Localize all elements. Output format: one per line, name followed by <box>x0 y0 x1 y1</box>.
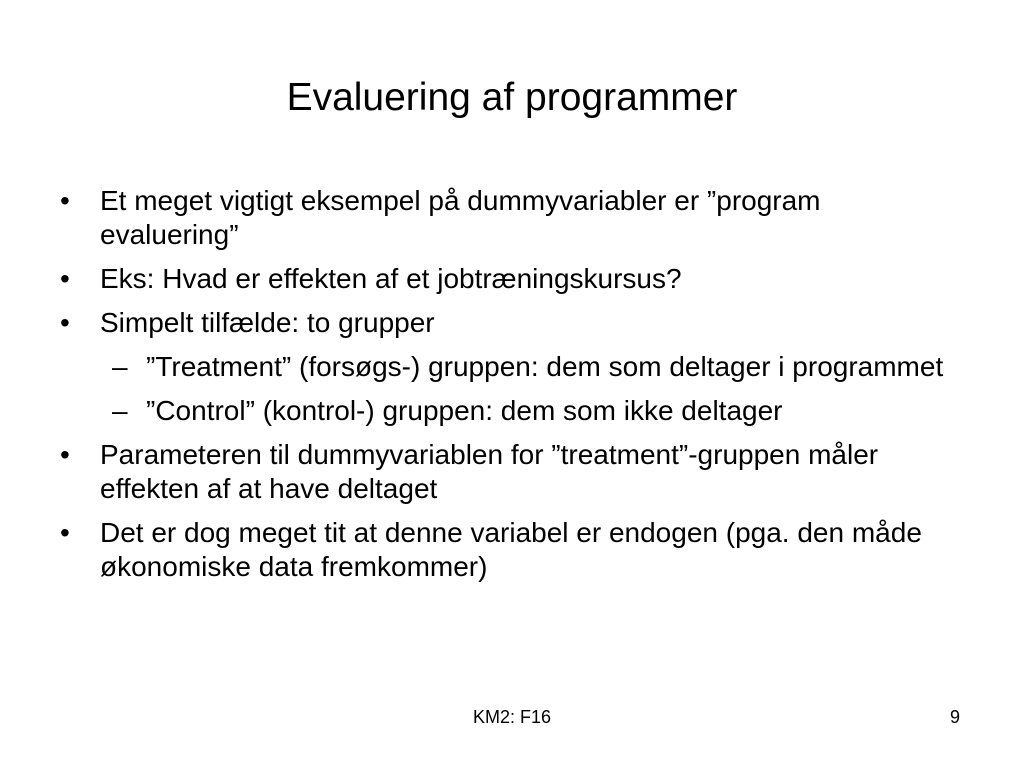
dash-icon: – <box>112 351 128 382</box>
bullet-text: Det er dog meget tit at denne variabel er endogen (pga. den måde økonomiske data fremkommer) <box>100 517 922 582</box>
bullet-text: Parameteren til dummyvariablen for ”treatment”-gruppen måler effekten af at have deltaget <box>100 439 879 504</box>
slide-title: Evaluering af programmer <box>286 76 738 119</box>
sub-bullet-text: ”Treatment” (forsøgs-) gruppen: dem som deltager i programmet <box>146 351 944 382</box>
bullet-text: Simpelt tilfælde: to grupper <box>100 307 435 338</box>
bullet-icon: • <box>60 517 70 548</box>
bullet-icon: • <box>60 185 70 216</box>
bullet-icon: • <box>60 307 70 338</box>
bullet-item <box>60 438 960 506</box>
sub-bullet-text: ”Control” (kontrol-) gruppen: dem som ikke deltager <box>146 395 783 426</box>
page-number: 9 <box>949 707 960 727</box>
sub-bullet-item <box>60 394 960 428</box>
bullet-icon: • <box>60 263 70 294</box>
bullet-item <box>60 306 960 340</box>
bullet-item <box>60 262 960 296</box>
bullet-text: Et meget vigtigt eksempel på dummyvariabler er ”program evaluering” <box>100 185 821 250</box>
sub-bullet-item <box>60 350 960 384</box>
footer-label: KM2: F16 <box>472 707 552 727</box>
bullet-item <box>60 516 960 584</box>
bullet-text: Eks: Hvad er effekten af et jobtræningskursus? <box>100 263 682 294</box>
bullet-icon: • <box>60 439 70 470</box>
dash-icon: – <box>112 395 128 426</box>
slide-content <box>60 184 960 594</box>
bullet-item <box>60 184 960 252</box>
